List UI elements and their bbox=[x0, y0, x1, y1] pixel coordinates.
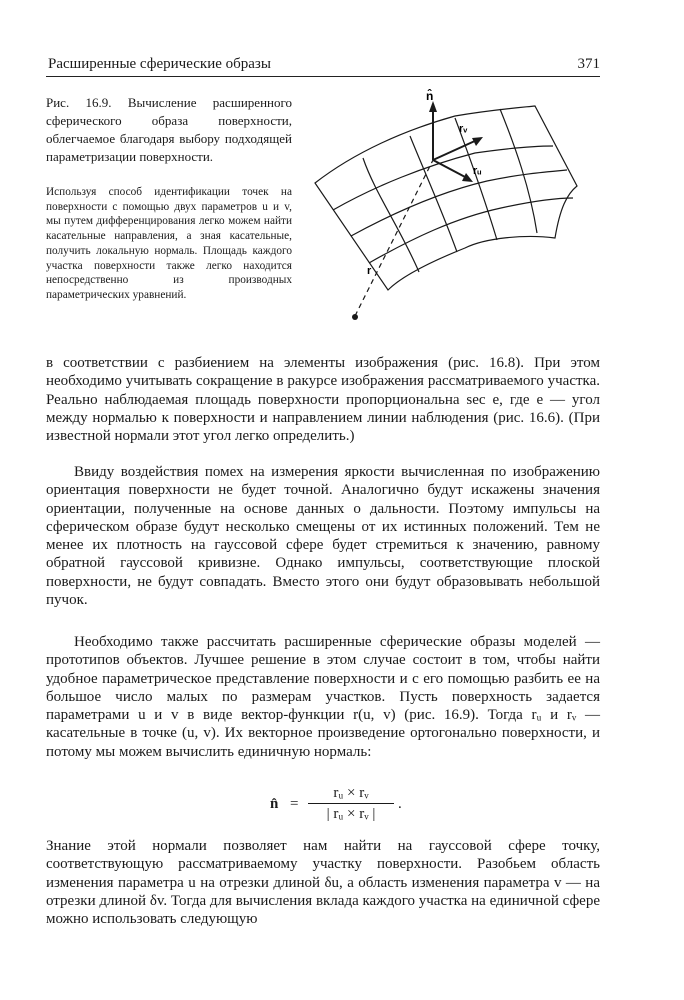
origin-point bbox=[352, 314, 358, 320]
label-r: r bbox=[367, 265, 372, 277]
page-number: 371 bbox=[577, 56, 600, 72]
formula-end: . bbox=[398, 796, 402, 812]
formula-numerator: rᵤ × rᵥ bbox=[333, 785, 369, 801]
normal-formula bbox=[270, 783, 410, 825]
formula-denominator: | rᵤ × rᵥ | bbox=[326, 806, 376, 822]
label-n: n̂ bbox=[426, 89, 434, 103]
formula-fraction bbox=[308, 783, 394, 824]
figure-note: Используя способ идентификации точек на поверхности с помощью двух параметров u и v, мы путем дифференцирования легко можем найти касательные направления, а зная касательные, получить локальную нормаль. Площадь каждого участка поверхности также легко находится непосредственно из производных параметрических уравнений. bbox=[46, 186, 292, 301]
paragraph-3: Необходимо также рассчитать расширенные сферические образы моделей — прототипов объектов. Лучшее решение в этом случае состоит в том, чтобы найти удобное параметрическое представление поверхности и с его помощью разбить ее на большое число малых по размерам участков. Пусть поверхность задается параметрами u и v в виде вектор-функции r(u, v) (рис. 16.9). Тогда rᵤ и rᵥ — касательные в точке (u, v). Их векторное произведение ортогонально поверхности, и потому мы можем вычислить единичную нормаль: bbox=[46, 634, 600, 760]
tangent-ru-vector bbox=[433, 160, 467, 178]
tangent-ru-arrowhead bbox=[462, 173, 473, 182]
figure-caption: Рис. 16.9. Вычисление расширенного сферического образа поверхности, облегчаемое благодаря выбору подходящей параметризации поверхности. bbox=[46, 95, 292, 164]
formula-lhs: n̂ bbox=[270, 796, 279, 812]
header-title: Расширенные сферические образы bbox=[48, 56, 271, 72]
running-header bbox=[46, 56, 600, 77]
formula-equals: = bbox=[290, 796, 299, 812]
label-rv: rᵥ bbox=[459, 123, 468, 135]
tangent-rv-vector bbox=[433, 140, 477, 160]
paragraph-1: в соответствии с разбиением на элементы изображения (рис. 16.8). При этом необходимо учитывать сокращение в ракурсе изображения рассматриваемого участка. Реально наблюдаемая площадь поверхности пропорциональна sec e, где e — угол между нормалью к поверхности и направлением линии наблюдения (рис. 16.6). (При известной нормали этот угол легко определить.) bbox=[46, 355, 600, 445]
paragraph-4: Знание этой нормали позволяет нам найти на гауссовой сфере точку, соответствующую рассматриваемому участку поверхности. Разобьем область изменения параметра u на отрезки длиной δu, а область изменения параметра v — на отрезки длиной δv. Тогда для вычисления вклада каждого участка на единичной сфере можно использовать следующую bbox=[46, 838, 600, 928]
label-ru: rᵤ bbox=[473, 165, 482, 177]
surface-diagram bbox=[305, 88, 605, 328]
surface-mesh bbox=[315, 106, 577, 290]
paragraph-2: Ввиду воздействия помех на измерения яркости вычисленная по изображению ориентация поверхности не будет точной. Аналогично будут искажены значения ориентации, полученные на основе данных о дальности. Поэтому импульсы на сферическом образе будут несколько смещены от их истинных положений. Тем не менее их плотность на гауссовой сфере будет стремиться к значению, равному обратной гауссовой кривизне. Однако импульсы, соответствующие плоской поверхности, не будут совпадать. Вместо этого они будут образовывать небольшой пучок. bbox=[46, 464, 600, 609]
position-vector-line bbox=[355, 160, 433, 316]
